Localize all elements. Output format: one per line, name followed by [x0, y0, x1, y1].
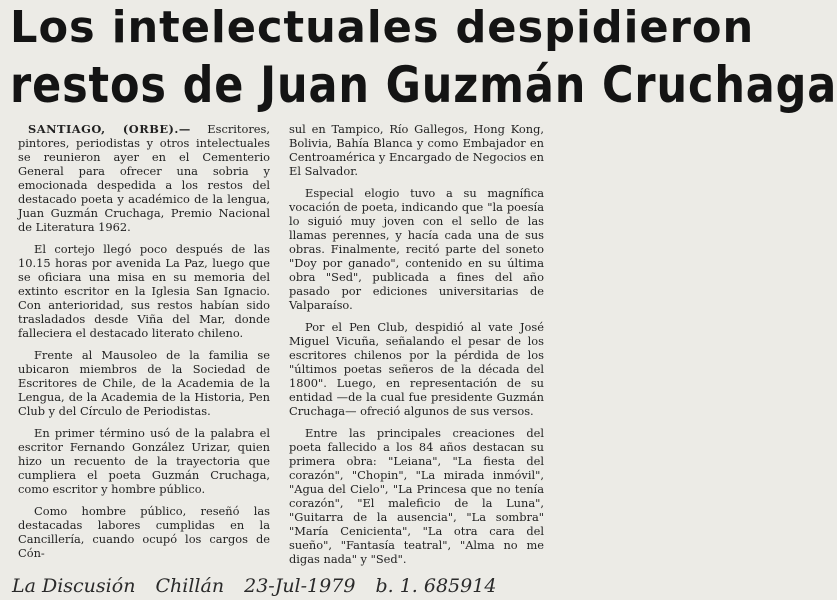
source-city: Chillán: [155, 575, 225, 597]
dateline: SANTIAGO, (ORBE).—: [28, 122, 191, 136]
article-paragraph: El cortejo llegó poco después de las 10.15 horas por avenida La Paz, luego que se oficiara una misa en su memoria del extinto escritor en la Iglesia San Ignacio. Con anterioridad, sus restos habían sido trasladados desde Viña del Mar, donde falleciera el destacado literato chileno.: [18, 242, 270, 340]
handwritten-source-note: [12, 575, 552, 597]
headline-line-2: restos de Juan Guzmán Cruchaga: [10, 56, 837, 114]
source-name: La Discusión: [12, 575, 136, 597]
article-paragraph: [18, 122, 270, 234]
source-reference: b. 1. 685914: [375, 575, 497, 597]
source-date: 23-Jul-1979: [244, 575, 356, 597]
article-column-right: [289, 122, 544, 574]
article-paragraph: Especial elogio tuvo a su magnífica vocación de poeta, indicando que "la poesía lo siguió muy joven con el sello de las llamas perennes, y hacía cada una de sus obras. Finalmente, recitó parte del soneto "Doy por ganado", contenido en su última obra "Sed", publicada a fines del año pasado por ediciones universitarias de Valparaíso.: [289, 186, 544, 312]
headline-line-1: Los intelectuales despidieron: [10, 2, 755, 53]
article-paragraph: En primer término usó de la palabra el escritor Fernando González Urizar, quien hizo un recuento de la trayectoria que cumpliera el poeta Guzmán Cruchaga, como escritor y hombre público.: [18, 426, 270, 496]
article-paragraph: Frente al Mausoleo de la familia se ubicaron miembros de la Sociedad de Escritores de Chile, de la Academia de la Lengua, de la Academia de la Historia, Pen Club y del Círculo de Periodistas.: [18, 348, 270, 418]
article-paragraph: sul en Tampico, Río Gallegos, Hong Kong, Bolivia, Bahía Blanca y como Embajador en Centroamérica y Encargado de Negocios en El Salvador.: [289, 122, 544, 178]
article-paragraph: Como hombre público, reseñó las destacadas labores cumplidas en la Cancillería, cuando ocupó los cargos de Cón-: [18, 504, 270, 560]
paragraph-text: Escritores, pintores, periodistas y otros intelectuales se reunieron ayer en el Cementerio General para ofrecer una sobria y emocionada despedida a los restos del destacado poeta y académico de la lengua, Juan Guzmán Cruchaga, Premio Nacional de Literatura 1962.: [18, 122, 270, 234]
article-column-left: [18, 122, 270, 568]
article-paragraph: Entre las principales creaciones del poeta fallecido a los 84 años destacan su primera obra: "Leiana", "La fiesta del corazón", "Chopin", "La mirada inmóvil", "Agua del Cielo", "La Princesa que no tenía corazón", "El maleficio de la Luna", "Guitarra de la ausencia", "La sombra" "María Cenicienta", "La otra cara del sueño", "Fantasía teatral", "Alma no me digas nada" y "Sed".: [289, 426, 544, 566]
article-paragraph: Por el Pen Club, despidió al vate José Miguel Vicuña, señalando el pesar de los escritores chilenos por la pérdida de los "últimos poetas señeros de la década del 1800". Luego, en representación de su entidad —de la cual fue presidente Guzmán Cruchaga— ofreció algunos de sus versos.: [289, 320, 544, 418]
